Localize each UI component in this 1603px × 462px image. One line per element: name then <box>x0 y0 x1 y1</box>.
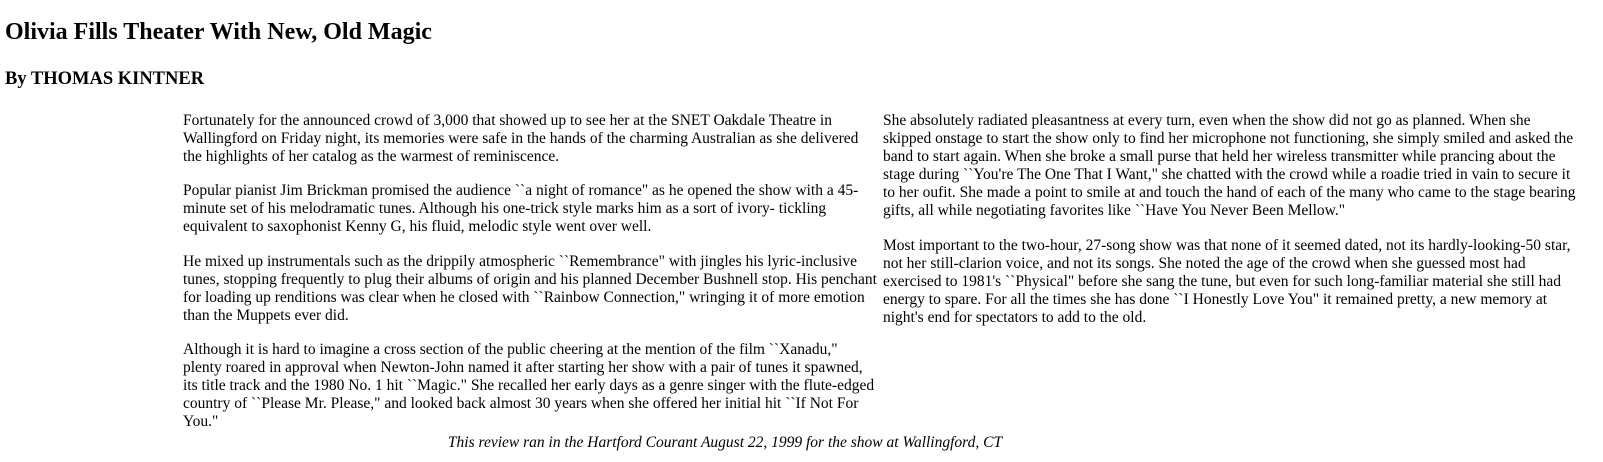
right-column <box>883 112 1579 343</box>
article-paragraph: Popular pianist Jim Brickman promised the audience ``a night of romance" as he opened the show with a 45-minute set of his melodramatic tunes. Although his one-trick style marks him as a sort of ivory- tickling equivalent to saxophonist Kenny G, his fluid, melodic style went over well. <box>183 182 859 236</box>
article-paragraph: Most important to the two-hour, 27-song show was that none of it seemed dated, not its hardly-looking-50 star, not her still-clarion voice, and not its songs. She noted the age of the crowd when she guessed most had exercised to 1981's ``Physical" before she sang the tune, but even for such long-familiar material she still had energy to spare. For all the times she has done ``I Honestly Love You" it remained pretty, a new memory at night's end for spectators to add to the old. <box>883 236 1571 326</box>
article-paragraph: He mixed up instrumentals such as the drippily atmospheric ``Remembrance" with jingles his lyric-inclusive tunes, stopping frequently to plug their albums of origin and his planned December Bushnell stop. His penchant for loading up renditions was clear when he closed with ``Rainbow Connection," wringing it of more emotion than the Muppets ever did. <box>183 252 877 324</box>
article-paragraph: Fortunately for the announced crowd of 3,000 that showed up to see her at the SNET Oakdale Theatre in Wallingford on Friday night, its memories were safe in the hands of the charming Australian as she delivered the highlights of her catalog as the warmest of reminiscence. <box>183 112 859 166</box>
article-paragraph: Although it is hard to imagine a cross section of the public cheering at the mention of the film ``Xanadu," plenty roared in approval when Newton-John named it after starting her show with a pair of tunes it spawned, its title track and the 1980 No. 1 hit ``Magic." She recalled her early days as a genre singer with the flute-edged country of ``Please Mr. Please," and looked back almost 30 years when she offered her initial hit ``If Not For You." <box>183 340 875 431</box>
article-byline: By THOMAS KINTNER <box>5 69 205 89</box>
article-title: Olivia Fills Theater With New, Old Magic <box>5 19 432 45</box>
article-body <box>183 112 1583 430</box>
article-paragraph: She absolutely radiated pleasantness at every turn, even when the show did not go as planned. When she skipped onstage to start the show only to find her microphone not functioning, she simply smiled and asked the band to start again. When she broke a small purse that held her wireless transmitter while prancing about the stage during ``You're The One That I Want," she chatted with the crowd while a roadie tried in vain to secure it to her oufit. She made a point to smile at and touch the hand of each of the many who came to the stage bearing gifts, all while negotiating favorites like ``Have You Never Been Mellow." <box>883 112 1576 220</box>
left-column <box>183 112 879 447</box>
publication-credit: This review ran in the Hartford Courant August 22, 1999 for the show at Wallingford, CT <box>447 434 1003 451</box>
